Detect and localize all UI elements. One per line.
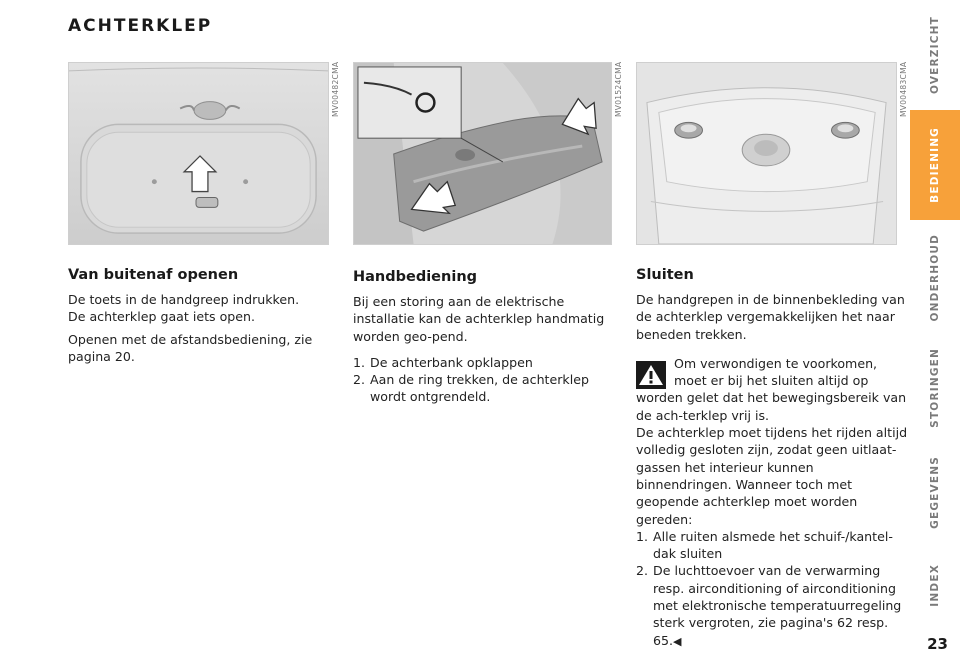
list-item xyxy=(636,562,909,649)
step-number: 2. xyxy=(636,563,649,579)
tab-label: BEDIENING xyxy=(929,127,941,203)
text-warning: Om verwondigen te voorkomen, moet er bij het sluiten altijd op worden gelet dat het bewegingsbereik van de ach-terklep vrij is. xyxy=(636,355,907,423)
tab-index[interactable] xyxy=(910,545,960,625)
tailgate-interior-illustration xyxy=(637,63,896,244)
page-title: ACHTERKLEP xyxy=(68,16,213,36)
heading-manual-operation: Handbediening xyxy=(353,269,478,285)
tab-storingen[interactable] xyxy=(910,335,960,440)
step-text: Alle ruiten alsmede het schuif-/kantel-dak sluiten xyxy=(653,528,893,562)
text-gate-opens: De achterklep gaat iets open. xyxy=(68,309,256,325)
tab-label: INDEX xyxy=(929,563,941,607)
warning-triangle-icon xyxy=(636,361,666,389)
tailgate-exterior-illustration xyxy=(69,63,328,244)
list-item xyxy=(353,354,624,371)
tab-bediening[interactable] xyxy=(910,110,960,220)
list-item xyxy=(353,371,624,406)
manual-steps-list xyxy=(353,354,624,406)
side-tab-bar xyxy=(910,0,960,663)
step-number: 1. xyxy=(353,354,366,370)
warning-block xyxy=(636,355,909,650)
tab-overzicht[interactable] xyxy=(910,0,960,110)
text-closing-intro: De handgrepen in de binnenbekleding van de achterklep vergemakkelijken het naar beneden trekken. xyxy=(636,292,905,342)
section-manual-operation xyxy=(353,268,624,406)
rear-seat-illustration xyxy=(354,63,611,244)
tab-label: STORINGEN xyxy=(929,347,941,428)
section-open-outside xyxy=(68,266,330,370)
figure-manual-release xyxy=(353,62,612,245)
tab-label: OVERZICHT xyxy=(929,15,941,94)
tab-onderhoud[interactable] xyxy=(910,220,960,335)
step-text: Aan de ring trekken, de achterklep wordt ontgrendeld. xyxy=(370,372,589,405)
figure-code-3: MV00483CMA xyxy=(899,62,908,118)
tab-label: GEGEVENS xyxy=(929,456,941,529)
list-item xyxy=(636,528,909,563)
figure-interior-trim xyxy=(636,62,897,245)
text-manual-intro: Bij een storing aan de elektrische installatie kan de achterklep handmatig worden geo-pend. xyxy=(353,294,605,344)
tab-label: ONDERHOUD xyxy=(929,233,941,322)
text-press-button: De toets in de handgreep indrukken. xyxy=(68,292,300,307)
text-remote-control: Openen met de afstandsbediening, zie pagina 20. xyxy=(68,331,313,364)
tab-gegevens[interactable] xyxy=(910,440,960,545)
step-text: De luchttoevoer van de verwarming resp. airconditioning of airconditioning met elektronische temperatuurregeling sterk vergroten, zie pagina's 62 resp. 65. xyxy=(653,563,902,648)
section-closing xyxy=(636,266,909,650)
step-text: De achterbank opklappen xyxy=(370,354,533,370)
step-number: 2. xyxy=(353,372,366,388)
step-number: 1. xyxy=(636,528,649,544)
figure-code-1: MV00482CMA xyxy=(331,62,340,118)
figure-exterior-handle xyxy=(68,62,329,245)
end-mark-icon: ◀ xyxy=(673,634,682,648)
heading-open-outside: Van buitenaf openen xyxy=(68,267,239,283)
text-drive-closed: De achterklep moet tijdens het rijden altijd volledig gesloten zijn, zodat geen uitlaat-gassen het interieur kunnen binnendringen. Wanneer toch met geopende achterklep moet worden gereden: xyxy=(636,425,908,527)
heading-closing: Sluiten xyxy=(636,267,694,283)
page-number: 23 xyxy=(927,635,948,653)
closing-steps-list xyxy=(636,528,909,650)
figure-code-2: MV01524CMA xyxy=(614,62,623,118)
paragraph-open-outside xyxy=(68,291,330,326)
